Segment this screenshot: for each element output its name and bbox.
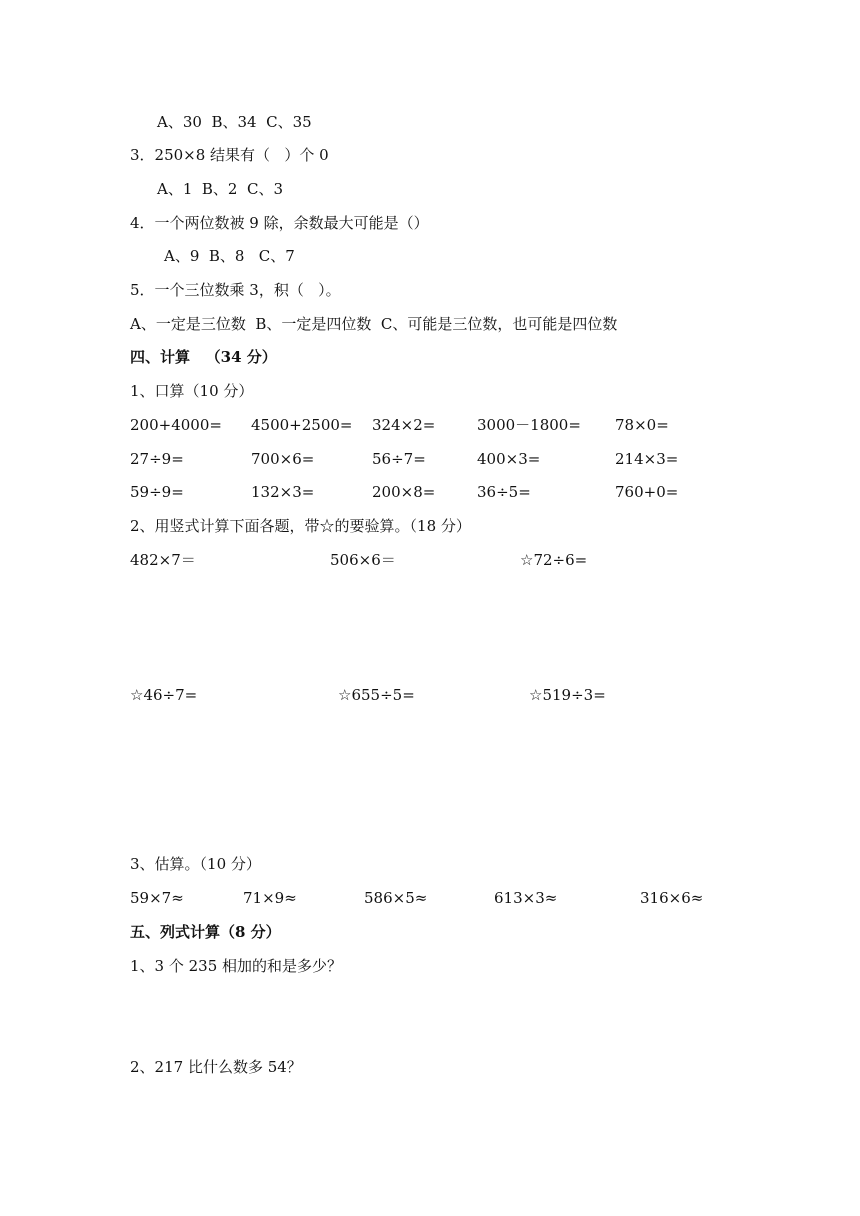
- vertical-calc-item: ☆519÷3=: [529, 686, 606, 704]
- vertical-calc-item: 482×7＝: [130, 551, 196, 569]
- vertical-calc-item: ☆72÷6=: [520, 551, 588, 569]
- oral-calc-item: 324×2=: [372, 416, 436, 434]
- oral-calc-item: 36÷5=: [477, 483, 531, 501]
- estimate-item: 586×5≈: [364, 889, 428, 907]
- section4-title: 四、计算 （34 分）: [130, 348, 277, 366]
- oral-calc-item: 132×3=: [251, 483, 315, 501]
- oral-calc-item: 3000－1800=: [477, 416, 581, 434]
- estimate-item: 71×9≈: [243, 889, 297, 907]
- oral-calc-item: 4500+2500=: [251, 416, 353, 434]
- oral-calc-item: 214×3=: [615, 450, 679, 468]
- q5-text: 5．一个三位数乘 3，积（ ）。: [130, 281, 341, 299]
- oral-calc-row: [0, 482, 860, 502]
- vertical-calc-item: ☆655÷5=: [338, 686, 415, 704]
- estimate-row: [0, 888, 860, 908]
- vertical-calc-title: 2、用竖式计算下面各题，带☆的要验算。（18 分）: [130, 517, 471, 535]
- q2-options: A、30 B、34 C、35: [157, 113, 312, 131]
- oral-calc-item: 700×6=: [251, 450, 315, 468]
- oral-calc-item: 27÷9=: [130, 450, 184, 468]
- oral-calc-item: 400×3=: [477, 450, 541, 468]
- estimate-item: 59×7≈: [130, 889, 184, 907]
- oral-calc-item: 760+0=: [615, 483, 679, 501]
- q5-options: A、一定是三位数 B、一定是四位数 C、可能是三位数，也可能是四位数: [130, 315, 618, 333]
- q3-text: 3．250×8 结果有（ ）个 0: [130, 146, 329, 164]
- estimate-title: 3、估算。（10 分）: [130, 855, 261, 873]
- section5-question-2: 2、217 比什么数多 54？: [130, 1058, 302, 1076]
- vertical-calc-row: [0, 685, 860, 705]
- oral-calc-title: 1、口算（10 分）: [130, 382, 254, 400]
- q4-text: 4．一个两位数被 9 除，余数最大可能是（）: [130, 214, 429, 232]
- oral-calc-item: 200+4000=: [130, 416, 222, 434]
- vertical-calc-item: 506×6＝: [330, 551, 396, 569]
- estimate-item: 613×3≈: [494, 889, 558, 907]
- oral-calc-item: 56÷7=: [372, 450, 426, 468]
- estimate-item: 316×6≈: [640, 889, 704, 907]
- section5-question-1: 1、3 个 235 相加的和是多少？: [130, 957, 343, 975]
- vertical-calc-item: ☆46÷7=: [130, 686, 198, 704]
- oral-calc-item: 59÷9=: [130, 483, 184, 501]
- q3-options: A、1 B、2 C、3: [157, 180, 284, 198]
- oral-calc-item: 78×0=: [615, 416, 669, 434]
- q4-options: A、9 B、8 C、7: [164, 247, 295, 265]
- oral-calc-row: [0, 449, 860, 469]
- oral-calc-item: 200×8=: [372, 483, 436, 501]
- vertical-calc-row: [0, 550, 860, 570]
- section5-title: 五、列式计算（8 分）: [130, 923, 281, 941]
- oral-calc-row: [0, 415, 860, 435]
